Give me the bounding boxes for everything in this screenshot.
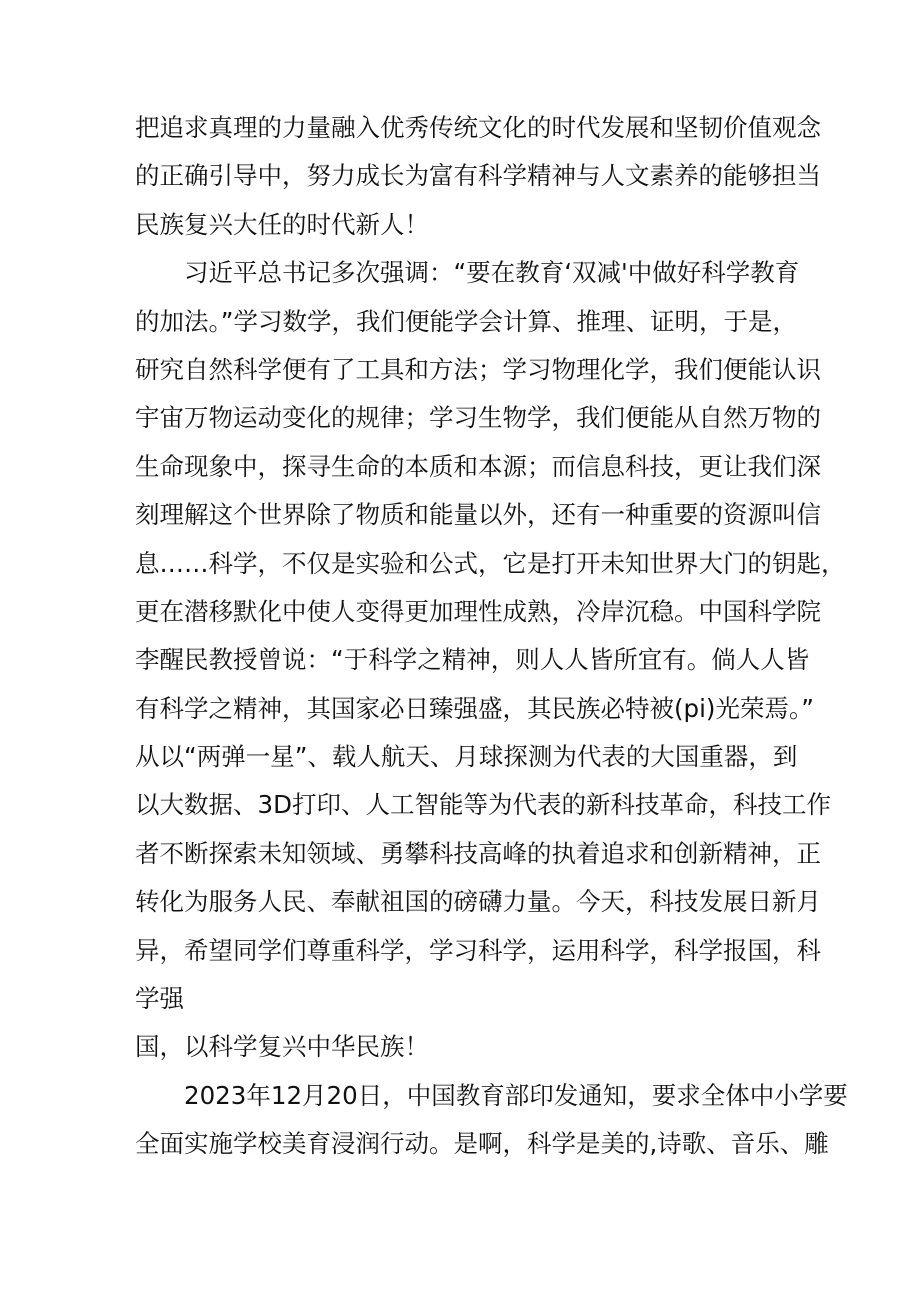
text-line: 国，以科学复兴中华民族！ xyxy=(135,1032,429,1062)
text-line: 全面实施学校美育浸润行动。是啊，科学是美的,诗歌、音乐、雕 xyxy=(135,1129,829,1159)
paragraph-2 xyxy=(135,249,846,1023)
document-body xyxy=(135,104,848,1169)
text-line: 以大数据、3D打印、人工智能等为代表的新科技革命，科技工作 xyxy=(135,790,831,820)
paragraph-3 xyxy=(135,1023,815,1071)
text-line: 异，希望同学们尊重科学，学习科学，运用科学，科学报国，科 xyxy=(135,935,821,965)
text-line: 生命现象中，探寻生命的本质和本源；而信息科技，更让我们深 xyxy=(135,451,821,481)
text-line: 2023年12月20日，中国教育部印发通知，要求全体中小学要 xyxy=(184,1080,848,1110)
text-line: 更在潜移默化中使人变得更加理性成熟，冷岸沉稳。中国科学院 xyxy=(135,596,821,626)
text-line: 习近平总书记多次强调：“要在教育‘双减'中做好科学教育 xyxy=(184,258,800,288)
paragraph-1 xyxy=(135,104,821,249)
text-line: 李醒民教授曾说：“于科学之精神，则人人皆所宜有。倘人人皆 xyxy=(135,645,810,675)
text-line: 者不断探索未知领域、勇攀科技高峰的执着追求和创新精神，正 xyxy=(135,838,821,868)
text-line: 从以“两弹一星”、载人航天、月球探测为代表的大国重器，到 xyxy=(135,742,798,772)
text-line: 刻理解这个世界除了物质和能量以外，还有一种重要的资源叫信 xyxy=(135,500,821,530)
text-line: 的正确引导中，努力成长为富有科学精神与人文素养的能够担当 xyxy=(135,161,821,191)
text-line: 把追求真理的力量融入优秀传统文化的时代发展和坚韧价值观念 xyxy=(135,113,821,142)
text-line: 息……科学，不仅是实验和公式，它是打开未知世界大门的钥匙， xyxy=(135,548,846,578)
text-line: 研究自然科学便有了工具和方法；学习物理化学，我们便能认识 xyxy=(135,354,821,384)
text-line: 宇宙万物运动变化的规律；学习生物学，我们便能从自然万物的 xyxy=(135,403,821,433)
text-line: 学强 xyxy=(135,984,184,1014)
text-line: 转化为服务人民、奉献祖国的磅礴力量。今天，科技发展日新月 xyxy=(135,887,821,917)
text-line: 民族复兴大任的时代新人！ xyxy=(135,209,429,239)
text-line: 的加法。”学习数学，我们便能学会计算、推理、证明，于是， xyxy=(135,306,797,336)
paragraph-4 xyxy=(135,1072,848,1169)
text-line: 有科学之精神，其国家必日臻强盛，其民族必特被(pi)光荣焉。” xyxy=(135,693,814,723)
